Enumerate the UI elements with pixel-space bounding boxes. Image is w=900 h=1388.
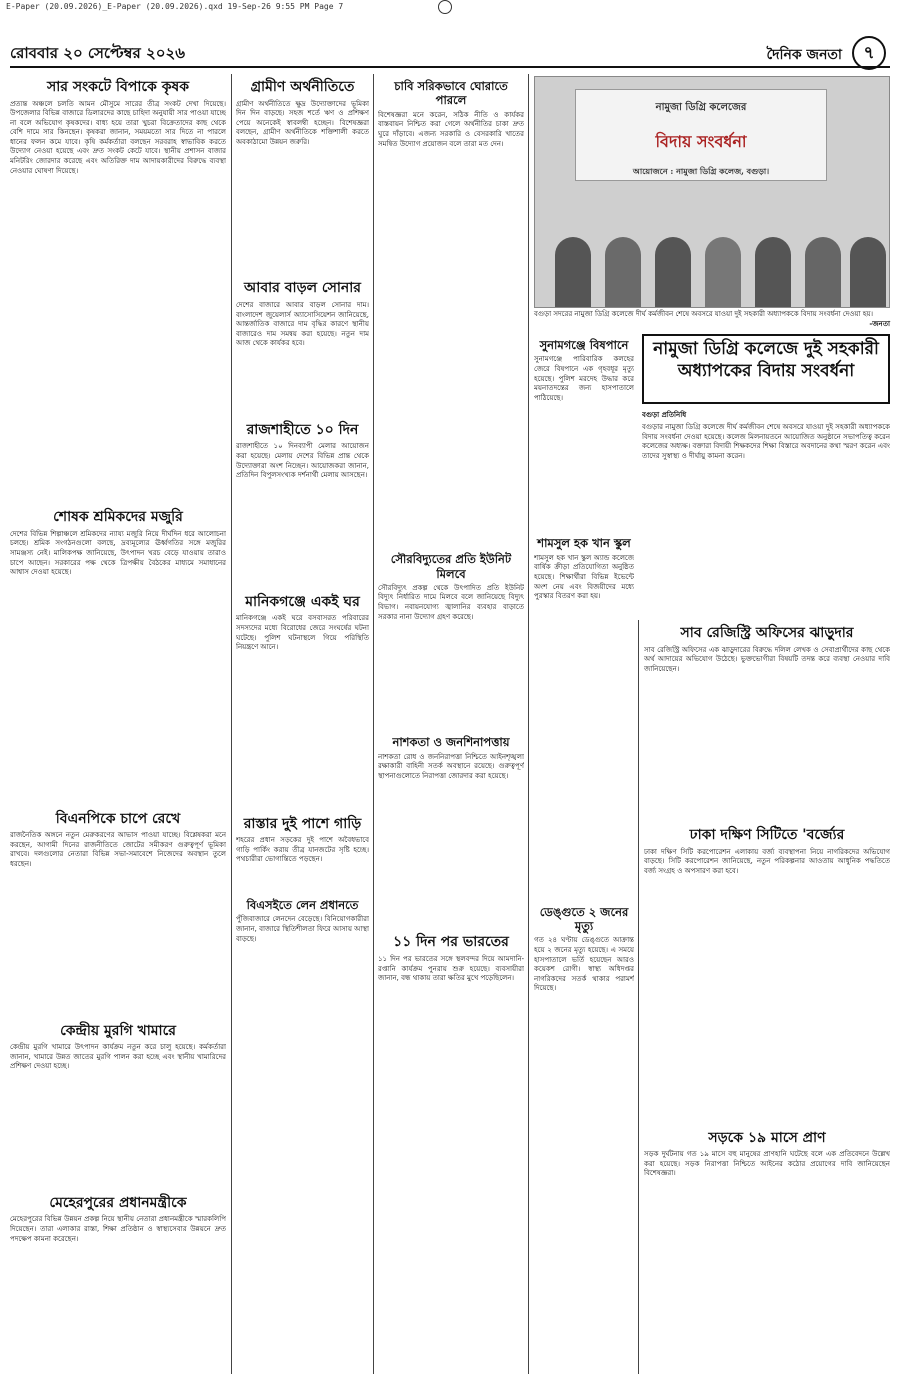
file-info-text: E-Paper (20.09.2026)_E-Paper (20.09.2026).qxd 19-Sep-26 9:55 PM Page 7 [6, 2, 344, 11]
article-a2 [10, 509, 226, 577]
photo-person [850, 237, 886, 307]
photo-person [705, 237, 741, 307]
article-body: সাব রেজিস্ট্রি অফিসের এক ঝাড়ুদারের বিরুদ্ধে দলিল লেখক ও সেবাপ্রার্থীদের কাছ থেকে অর্থ আদায়ের অভিযোগ উঠেছে। ভুক্তভোগীরা বিষয়টি তদন্ত করে ব্যবস্থা নেওয়ার দাবি জানিয়েছেন। [644, 645, 890, 673]
article-a5 [10, 1195, 226, 1244]
article-a15 [378, 934, 524, 983]
article-body: সড়ক দুর্ঘটনায় গত ১৯ মাসে বহু মানুষের প্রাণহানি ঘটেছে বলে এক প্রতিবেদনে উল্লেখ করা হয়েছে। সড়ক নিরাপত্তা নিশ্চিতে আইনের কঠোর প্রয়োগের দাবি জানিয়েছেন বিশেষজ্ঞরা। [644, 1150, 890, 1178]
article-a17 [534, 536, 634, 601]
paper-name: দৈনিক জনতা [766, 47, 842, 63]
article-a16 [534, 338, 634, 403]
photo-caption [534, 310, 890, 328]
headline: সড়কে ১৯ মাসে প্রাণ [708, 1129, 826, 1146]
column-second [236, 76, 369, 1376]
photo-banner [575, 89, 827, 181]
headline: সার সংকটে বিপাকে কৃষক [46, 79, 190, 95]
masthead [10, 40, 890, 68]
headline: চাবি সরিকভাবে ঘোরাতে পারলে [394, 79, 508, 108]
column-rule [231, 74, 232, 1374]
article-body: দেশের বাজারে আবার বাড়ল সোনার দাম। বাংলাদেশ জুয়েলার্স অ্যাসোসিয়েশন জানিয়েছে, আন্তর্জাতিক বাজারে দাম বৃদ্ধির কারণে স্থানীয় বাজারেও দাম সমন্বয় করা হয়েছে। নতুন দাম আজ থেকে কার্যকর হবে। [236, 300, 369, 348]
article-a13 [378, 552, 524, 622]
article-a7 [236, 280, 369, 348]
article-body: সৌরবিদ্যুৎ প্রকল্প থেকে উৎপাদিত প্রতি ইউনিট বিদ্যুৎ নির্ধারিত দামে মিলবে বলে জানিয়েছে বিদ্যুৎ বিভাগ। নবায়নযোগ্য জ্বালানির ব্যবহার বাড়াতে সরকার নানা উদ্যোগ গ্রহণ করেছে। [378, 583, 524, 621]
headline: বিএসইতে লেন প্রধানতে [246, 897, 359, 912]
article-a11 [236, 898, 369, 944]
lead-article [642, 408, 890, 608]
headline: সুনামগঞ্জে বিষপানে [539, 338, 629, 352]
photo-person [805, 237, 841, 307]
byline: বগুড়া প্রতিনিধি [642, 410, 687, 419]
page-number-badge: ৭ [852, 36, 886, 70]
headline: ডেঙ্গুতে ২ জনের মৃত্যু [539, 904, 629, 934]
headline: রাজশাহীতে ১০ দিন [246, 421, 359, 438]
headline: মেহেরপুরের প্রধানমন্ত্রীকে [49, 1194, 187, 1211]
article-body: পুঁজিবাজারে লেনদেন বেড়েছে। বিনিয়োগকারীরা জানান, বাজারে স্থিতিশীলতা ফিরে আসায় আস্থা বাড়ছে। [236, 915, 369, 943]
headline: রাস্তার দুই পাশে গাড়ি [243, 815, 362, 832]
article-body: ঢাকা দক্ষিণ সিটি করপোরেশন এলাকায় বর্জ্য ব্যবস্থাপনা নিয়ে নাগরিকদের অভিযোগ বাড়ছে। সিটি করপোরেশন জানিয়েছে, নতুন পরিকল্পনার আওতায় আধুনিক পদ্ধতিতে বর্জ্য সংগ্রহ ও অপসারণ করা হবে। [644, 847, 890, 875]
article-body: ১১ দিন পর ভারতের সঙ্গে স্থলবন্দর দিয়ে আমদানি-রপ্তানি কার্যক্রম পুনরায় শুরু হয়েছে। ব্যবসায়ীরা জানান, বন্ধ থাকায় তারা ক্ষতির মুখে পড়েছিলেন। [378, 954, 524, 983]
article-a14 [378, 735, 524, 781]
article-a12 [378, 79, 524, 149]
article-body: রাজনৈতিক অঙ্গনে নতুন মেরুকরণের আভাস পাওয়া যাচ্ছে। বিশ্লেষকরা মনে করছেন, আগামী দিনের রাজনীতিতে জোটের সমীকরণ গুরুত্বপূর্ণ ভূমিকা রাখবে। দলগুলোর নেতারা বিভিন্ন সভা-সমাবেশে নিজেদের অবস্থান তুলে ধরছেন। [10, 831, 226, 868]
headline: কেন্দ্রীয় মুরগি খামারে [60, 1022, 176, 1039]
headline: শোষক শ্রমিকদের মজুরি [53, 509, 183, 526]
column-rule [528, 74, 529, 1374]
headline: আবার বাড়ল সোনার [243, 280, 361, 297]
article-body: মানিকগঞ্জে একই ঘরে বসবাসরত পরিবারের সদস্যদের মধ্যে বিরোধের জেরে সংঘর্ষের ঘটনা ঘটেছে। পুলিশ ঘটনাস্থলে গিয়ে পরিস্থিতি নিয়ন্ত্রণে আনে। [236, 614, 369, 652]
article-a3 [10, 811, 226, 870]
article-body: মেহেরপুরের বিভিন্ন উন্নয়ন প্রকল্প নিয়ে স্থানীয় নেতারা প্রধানমন্ত্রীকে স্মারকলিপি দিয়েছেন। তারা এলাকার রাস্তা, শিক্ষা প্রতিষ্ঠান ও স্বাস্থ্যসেবার উন্নয়নে দ্রুত পদক্ষেপ কামনা করেছেন। [10, 1215, 226, 1243]
headline: নাশকতা ও জনশিনাপত্তায় [392, 735, 510, 750]
article-body: শহরের প্রধান সড়কের দুই পাশে অবৈধভাবে গাড়ি পার্কিং করায় তীব্র যানজটের সৃষ্টি হচ্ছে। পথচারীরা ভোগান্তিতে পড়ছেন। [236, 836, 369, 864]
article-body: সুনামগঞ্জে পারিবারিক কলহের জেরে বিষপানে এক গৃহবধূর মৃত্যু হয়েছে। পুলিশ মরদেহ উদ্ধার করে ময়নাতদন্তের জন্য হাসপাতালে পাঠিয়েছে। [534, 355, 634, 402]
article-body: প্রত্যন্ত অঞ্চলে চলতি আমন মৌসুমে সারের তীব্র সংকট দেখা দিয়েছে। উপজেলার বিভিন্ন বাজারে ডিলারদের কাছে চাহিদা অনুযায়ী সার পাওয়া যাচ্ছে না বলে অভিযোগ কৃষকদের। বাধ্য হয়ে তারা খুচরা বিক্রেতাদের কাছ থেকে বেশি দামে সার কিনছেন। কৃষকরা জানান, সময়মতো সার দিতে না পারলে ধানের ফলন কমে যাবে। কৃষি কর্মকর্তারা বলছেন সরবরাহ স্বাভাবিক করতে উদ্যোগ নেওয়া হয়েছে এবং দ্রুত সংকট কেটে যাবে। স্থানীয় প্রশাসন বাজার মনিটরিং জোরদার করেছে এবং অতিরিক্ত দাম আদায়কারীদের বিরুদ্ধে ব্যবস্থা নেওয়ার ঘোষণা দিয়েছে। [10, 99, 226, 175]
column-rule [638, 620, 639, 1374]
headline: সৌরবিদ্যুতের প্রতি ইউনিট মিলবে [390, 552, 512, 581]
article-a10 [236, 816, 369, 865]
photo-person [655, 237, 691, 307]
banner-college: নামুজা ডিগ্রি কলেজের [655, 102, 747, 113]
registration-mark-icon [438, 0, 452, 14]
headline: সাব রেজিস্ট্রি অফিসের ঝাড়ুদার [680, 625, 854, 641]
lead-article-body: বগুড়ার নামুজা ডিগ্রি কলেজে দীর্ঘ কর্মজীবন শেষে অবসরে যাওয়া দুই সহকারী অধ্যাপককে বিদায় সংবর্ধনা দেওয়া হয়েছে। কলেজ মিলনায়তনে আয়োজিত অনুষ্ঠানে সভাপতিত্ব করেন কলেজের অধ্যক্ষ। বক্তারা বিদায়ী শিক্ষকদের শিক্ষা বিস্তারে অবদানের কথা স্মরণ করেন এবং তাদের সুস্বাস্থ্য ও দীর্ঘায়ু কামনা করেন। [642, 423, 890, 460]
article-body: বিশেষজ্ঞরা মনে করেন, সঠিক নীতি ও কার্যকর বাস্তবায়ন নিশ্চিত করা গেলে অর্থনীতির চাকা দ্রুত ঘুরে দাঁড়াবে। এজন্য সরকারি ও বেসরকারি খাতের সমন্বিত উদ্যোগ প্রয়োজন বলে তারা মত দেন। [378, 110, 524, 148]
photo-person [555, 237, 591, 307]
article-a21 [644, 827, 890, 876]
banner-event: বিদায় সংবর্ধনা [655, 132, 747, 151]
column-right [644, 622, 890, 1374]
headline: ঢাকা দক্ষিণ সিটিতে 'বর্জ্যের [689, 827, 845, 844]
article-body: গ্রামীণ অর্থনীতিতে ক্ষুদ্র উদ্যোক্তাদের ভূমিকা দিন দিন বাড়ছে। সহজ শর্তে ঋণ ও প্রশিক্ষণ পেয়ে অনেকেই স্বাবলম্বী হচ্ছেন। বিশেষজ্ঞরা বলছেন, গ্রামীণ অর্থনীতিকে শক্তিশালী করতে অবকাঠামো উন্নয়ন জরুরি। [236, 99, 369, 146]
article-a6 [236, 79, 369, 147]
file-info-line [6, 0, 894, 14]
headline: শামসুল হক খান স্কুল [537, 536, 631, 551]
issue-date: রোববার ২০ সেপ্টেম্বর ২০২৬ [10, 44, 185, 62]
column-third [378, 76, 524, 1376]
caption-text: বগুড়া সদরের নামুজা ডিগ্রি কলেজে দীর্ঘ কর্মজীবন শেষে অবসরে যাওয়া দুই সহকারী অধ্যাপককে বিদায় সংবর্ধনা দেওয়া হয়। [534, 310, 874, 318]
headline: ১১ দিন পর ভারতের [393, 934, 509, 951]
headline: গ্রামীণ অর্থনীতিতে [250, 79, 355, 95]
banner-organizer: আয়োজনে : নামুজা ডিগ্রি কলেজ, বগুড়া। [632, 166, 770, 176]
article-body: গত ২৪ ঘণ্টায় ডেঙ্গুতে আক্রান্ত হয়ে ২ জনের মৃত্যু হয়েছে। এ সময়ে হাসপাতালে ভর্তি হয়েছেন আরও কয়েকশ রোগী। স্বাস্থ্য অধিদপ্তর নাগরিকদের সতর্ক থাকার পরামর্শ দিয়েছে। [534, 936, 634, 993]
headline: মানিকগঞ্জে একই ঘর [245, 593, 360, 610]
article-a1 [10, 79, 226, 176]
caption-credit: -জনতা [869, 319, 890, 328]
article-a9 [236, 594, 369, 653]
lead-headline: নামুজা ডিগ্রি কলেজে দুই সহকারী অধ্যাপকের বিদায় সংবর্ধনা [653, 339, 879, 381]
article-a8 [236, 422, 369, 481]
article-body: নাশকতা রোধ ও জননিরাপত্তা নিশ্চিতে আইনশৃঙ্খলা রক্ষাকারী বাহিনী সতর্ক অবস্থানে রয়েছে। গুরুত্বপূর্ণ স্থাপনাগুলোতে নিরাপত্তা জোরদার করা হয়েছে। [378, 752, 524, 780]
article-a4 [10, 1023, 226, 1072]
article-a20 [644, 625, 890, 674]
article-body: শামসুল হক খান স্কুল অ্যান্ড কলেজে বার্ষিক ক্রীড়া প্রতিযোগিতা অনুষ্ঠিত হয়েছে। শিক্ষার্থীরা বিভিন্ন ইভেন্টে অংশ নেয় এবং বিজয়ীদের মধ্যে পুরস্কার বিতরণ করা হয়। [534, 553, 634, 601]
photo-person [605, 237, 641, 307]
event-photo [534, 76, 890, 308]
article-body: কেন্দ্রীয় মুরগি খামারে উৎপাদন কার্যক্রম নতুন করে চালু হয়েছে। কর্মকর্তারা জানান, খামারে উন্নত জাতের মুরগি পালন করা হচ্ছে এবং স্থানীয় খামারিদের প্রশিক্ষণ দেওয়া হচ্ছে। [10, 1043, 226, 1071]
photo-person [755, 237, 791, 307]
lead-headline-box [642, 334, 890, 404]
column-fourth [534, 335, 634, 1375]
headline: বিএনপিকে চাপে রেখে [55, 810, 181, 827]
article-a18 [534, 905, 634, 994]
article-body: রাজশাহীতে ১০ দিনব্যাপী মেলার আয়োজন করা হয়েছে। মেলায় দেশের বিভিন্ন প্রান্ত থেকে উদ্যোক্তারা অংশ নিচ্ছেন। আয়োজকরা জানান, প্রতিদিন বিপুলসংখ্যক দর্শনার্থী মেলায় আসছেন। [236, 442, 369, 480]
column-rule [373, 74, 374, 1374]
article-a22 [644, 1130, 890, 1179]
column-left [10, 76, 226, 1376]
article-body: দেশের বিভিন্ন শিল্পাঞ্চলে শ্রমিকদের ন্যায্য মজুরি নিয়ে দীর্ঘদিন ধরে আলোচনা চলছে। শ্রমিক সংগঠনগুলো বলছে, দ্রব্যমূল্যের ঊর্ধ্বগতির সঙ্গে মজুরির সামঞ্জস্য নেই। মালিকপক্ষ জানিয়েছে, উৎপাদন খরচ বেড়ে যাওয়ায় তারাও চাপে আছেন। সরকারের পক্ষ থেকে ত্রিপক্ষীয় বৈঠকের মাধ্যমে সমাধানের আশ্বাস দেওয়া হয়েছে। [10, 529, 226, 577]
